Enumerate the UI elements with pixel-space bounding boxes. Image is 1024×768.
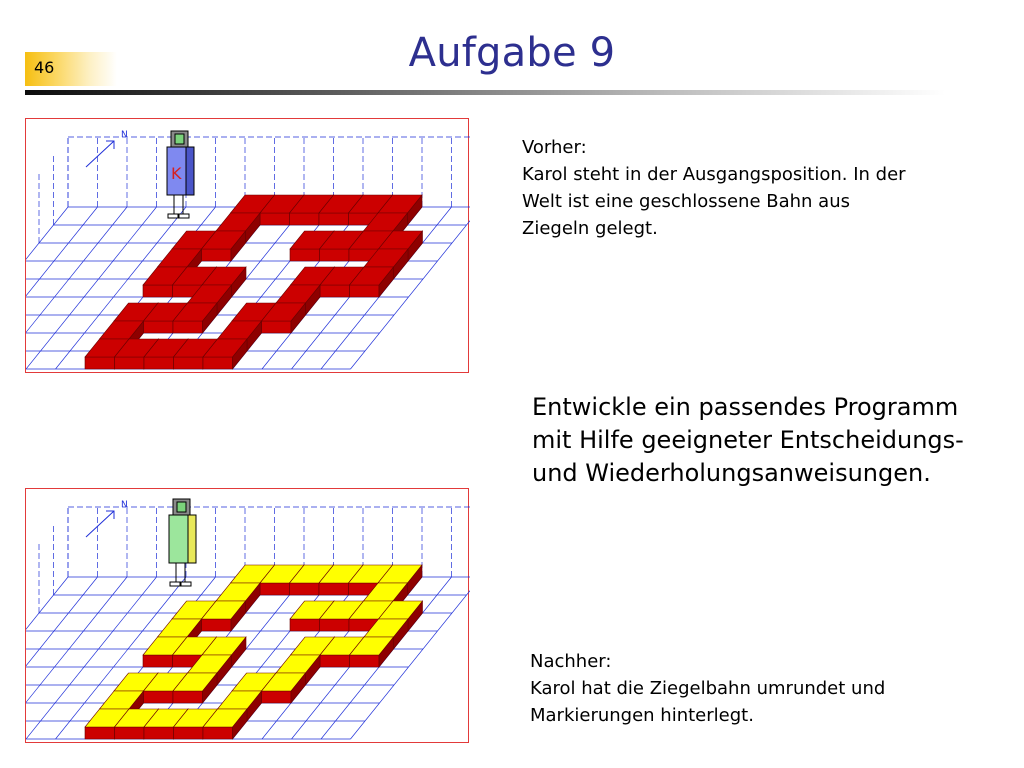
compass-label: N [121,130,128,140]
world-before-image [25,118,469,373]
before-line-1: Karol steht in der Ausgangsposition. In der [522,164,906,185]
task-line-2: mit Hilfe geeigneter Entscheidungs- [532,426,964,454]
before-heading: Vorher: [522,137,587,158]
page-number: 46 [34,58,55,77]
world-after-scene [26,489,470,744]
world-after-image [25,488,469,743]
task-description [532,391,964,490]
after-heading: Nachher: [530,651,612,672]
compass-icon [86,500,128,537]
title-divider [25,90,945,95]
before-line-2: Welt ist eine geschlossene Bahn aus [522,191,850,212]
after-description [530,648,885,729]
world-before-scene [26,119,470,374]
task-line-1: Entwickle ein passendes Programm [532,393,959,421]
task-line-3: und Wiederholungsanweisungen. [532,459,931,487]
after-line-2: Markierungen hinterlegt. [530,705,754,726]
karol-robot-icon [169,499,196,586]
compass-label: N [121,500,128,510]
before-line-3: Ziegeln gelegt. [522,218,658,239]
robot-letter: K [171,164,182,183]
before-description [522,134,906,242]
after-line-1: Karol hat die Ziegelbahn umrundet und [530,678,886,699]
karol-robot-icon [167,131,194,218]
compass-icon [86,130,128,167]
slide-title: Aufgabe 9 [408,30,616,76]
